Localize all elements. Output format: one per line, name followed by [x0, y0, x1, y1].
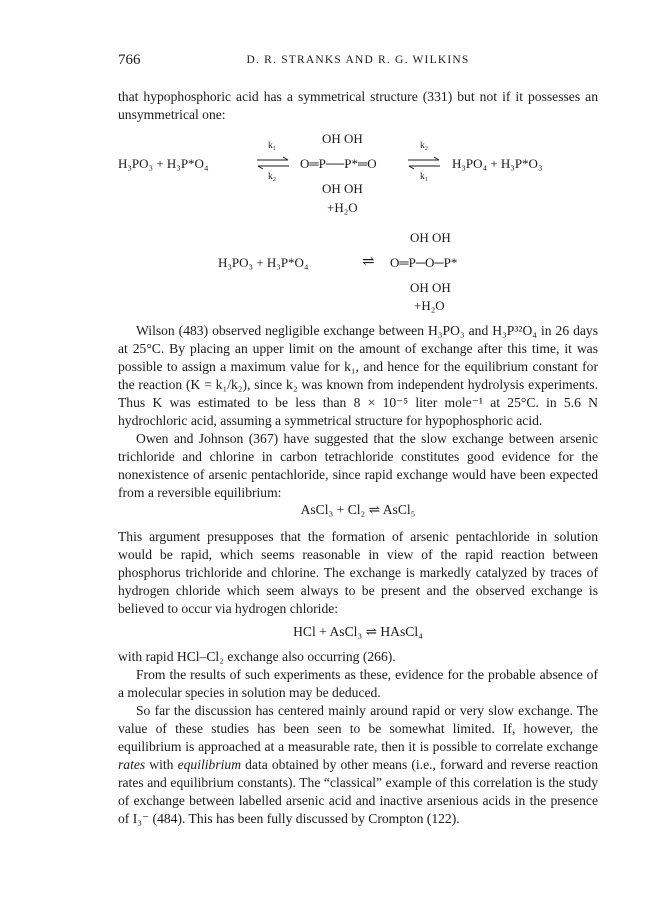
eq1-right: H₃PO₄ + H₃P*O₃: [452, 156, 543, 171]
eq1-k1-top: k₁: [268, 141, 277, 151]
discussion-text-b: with: [145, 757, 178, 772]
running-head: D. R. STRANKS AND R. G. WILKINS: [246, 54, 470, 66]
eq2-left: H₃PO₃ + H₃P*O₄: [218, 255, 309, 270]
body-section-3: [118, 648, 598, 828]
eq1-center-bot: OH OH: [322, 181, 363, 196]
equation-4: HCl + AsCl₃ ⇌ HAsCl₄: [293, 624, 423, 639]
paragraph-hcl-exchange: with rapid HCl–Cl₂ exchange also occurring (266).: [118, 649, 396, 664]
intro-text: that hypophosphoric acid has a symmetrical structure (331) but not if it possesses an unsymmetrical one:: [118, 89, 598, 122]
page-number: 766: [118, 52, 141, 68]
paragraph-results: From the results of such experiments as these, evidence for the probable absence of a molecular species in solution may be deduced.: [118, 667, 598, 700]
eq1-equilibrium-arrow-left: [256, 156, 290, 170]
eq2-center-top: OH OH: [410, 230, 451, 245]
discussion-text-c: data obtained by other means (i.e., forward and reverse reaction rates and equilibrium constants). The “classical” example of this correlation is the study of exchange between labelled arsenic acid and inactive arsenious acids in the presence of I₃⁻ (484). This has been fully discussed by Crompton (122).: [118, 757, 598, 826]
body-section: [118, 322, 598, 502]
intro-paragraph: [118, 88, 598, 124]
eq2-arrow: ⇌: [362, 254, 375, 270]
eq1-k1-bottom: k₁: [420, 172, 429, 182]
eq1-equilibrium-arrow-right: [407, 156, 441, 170]
eq1-left: H₃PO₃ + H₃P*O₄: [118, 156, 209, 171]
eq2-water: +H₂O: [414, 298, 445, 313]
eq1-center-top: OH OH: [322, 131, 363, 146]
discussion-text-a: So far the discussion has centered mainly around rapid or very slow exchange. The value of these studies has been seen to be somewhat limited. If, however, the equilibrium is approached at a measurable rate, then it is possible to correlate exchange: [118, 703, 598, 754]
paragraph-wilson: Wilson (483) observed negligible exchange between H₃PO₃ and H₃P³²O₄ in 26 days at 25°C. By placing an upper limit on the amount of exchange after this time, it was possible to assign a maximum value for k₁, and hence for the equilibrium constant for the reaction (K = k₁/k₂), since k₂ was known from independent hydrolysis experiments. Thus K was estimated to be less than 8 × 10⁻⁵ liter mole⁻¹ at 25°C. in 5.6 N hydrochloric acid, assuming a symmetrical structure for hypophosphoric acid.: [118, 323, 598, 428]
paragraph-owen-johnson: Owen and Johnson (367) have suggested that the slow exchange between arsenic trichloride and chlorine in carbon tetrachloride constitutes good evidence for the nonexistence of arsenic pentachloride, since rapid exchange would have been expected from a reversible equilibrium:: [118, 431, 598, 500]
page-header: [118, 52, 598, 72]
paragraph-discussion: [118, 702, 598, 828]
eq1-k2-bottom: k₂: [268, 172, 277, 182]
eq2-center-mid: O═P─O─P*: [390, 255, 458, 270]
eq1-center-mid: O═P──P*═O: [300, 156, 377, 171]
emphasis-rates: rates: [118, 757, 146, 772]
eq1-water: +H₂O: [327, 200, 358, 215]
body-section-2: [118, 528, 598, 618]
eq2-center-bot: OH OH: [410, 280, 451, 295]
paragraph-presupposes: This argument presupposes that the formation of arsenic pentachloride in solution would be rapid, which seems reasonable in view of the rapid reaction between phosphorus trichloride and chlorine. The exchange is markedly catalyzed by traces of hydrogen chloride which seem always to be present and the observed exchange is believed to occur via hydrogen chloride:: [118, 529, 598, 616]
eq1-k2-top: k₂: [420, 141, 429, 151]
emphasis-equilibrium: equilibrium: [177, 757, 242, 772]
equation-3: AsCl₃ + Cl₂ ⇌ AsCl₅: [300, 502, 416, 517]
